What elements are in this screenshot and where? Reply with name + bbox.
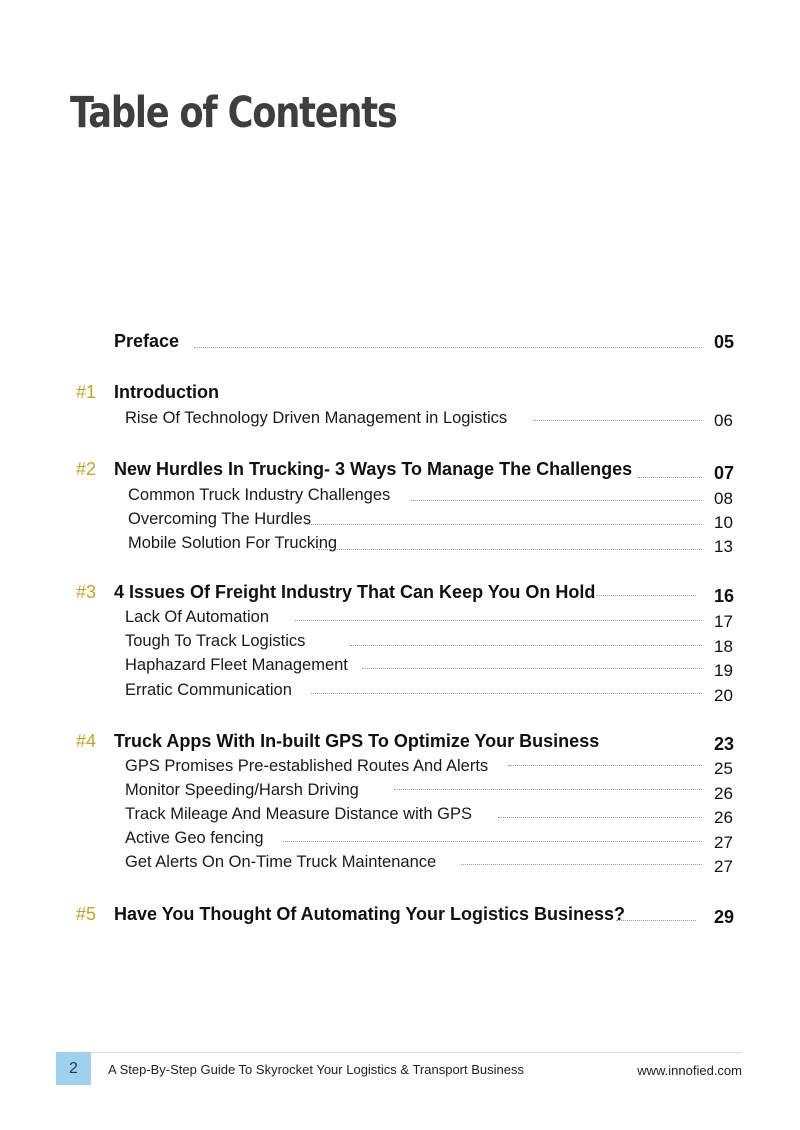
toc-leader-dots <box>311 693 702 694</box>
toc-page-number: 06 <box>714 411 733 430</box>
toc-entry-lack-of-automation[interactable] <box>0 608 800 632</box>
toc-entry-label: Lack Of Automation <box>125 608 269 626</box>
toc-entry-truck-apps[interactable] <box>0 731 800 755</box>
toc-page-number: 20 <box>714 686 733 705</box>
toc-page-number: 23 <box>714 734 735 754</box>
toc-entry-label: Monitor Speeding/Harsh Driving <box>125 781 359 799</box>
toc-entry-label: Erratic Communication <box>125 681 292 699</box>
toc-entry-rise-of-technology[interactable] <box>0 409 800 433</box>
toc-entry-truck-maintenance[interactable] <box>0 853 800 877</box>
toc-page-number: 27 <box>714 857 733 876</box>
toc-entry-label: New Hurdles In Trucking- 3 Ways To Manage The Challenges <box>114 459 633 479</box>
section-number: #5 <box>76 904 97 924</box>
page-title: Table of Contents <box>70 88 397 138</box>
toc-entry-label: Active Geo fencing <box>125 829 264 847</box>
toc-page-number: 10 <box>714 513 733 532</box>
toc-leader-dots <box>283 841 702 842</box>
toc-page-number: 16 <box>714 586 735 606</box>
toc-leader-dots <box>194 347 702 348</box>
section-number: #3 <box>76 582 97 602</box>
toc-entry-introduction[interactable] <box>0 382 800 406</box>
toc-leader-dots <box>461 864 702 865</box>
toc-entry-geo-fencing[interactable] <box>0 829 800 853</box>
toc-entry-label: Have You Thought Of Automating Your Logistics Business? <box>114 904 626 924</box>
toc-entry-tough-to-track[interactable] <box>0 632 800 656</box>
toc-leader-dots <box>533 420 702 421</box>
toc-page-number: 17 <box>714 612 733 631</box>
toc-page-number: 26 <box>714 808 733 827</box>
toc-leader-dots <box>362 668 702 669</box>
toc-leader-dots <box>638 477 702 478</box>
toc-entry-label: Haphazard Fleet Management <box>125 656 348 674</box>
toc-leader-dots <box>295 620 702 621</box>
toc-entry-four-issues[interactable] <box>0 582 800 606</box>
toc-leader-dots <box>411 500 702 501</box>
toc-page-number: 07 <box>714 463 735 483</box>
footer-guide-title: A Step-By-Step Guide To Skyrocket Your Logistics & Transport Business <box>108 1062 524 1077</box>
toc-entry-label: Mobile Solution For Trucking <box>128 534 338 552</box>
toc-entry-common-challenges[interactable] <box>0 486 800 510</box>
toc-entry-label: Common Truck Industry Challenges <box>128 486 391 504</box>
footer-divider <box>56 1052 742 1053</box>
toc-entry-label: Tough To Track Logistics <box>125 632 306 650</box>
toc-entry-label: Track Mileage And Measure Distance with GPS <box>125 805 472 823</box>
toc-entry-automating-logistics[interactable] <box>0 904 800 928</box>
toc-page-number: 13 <box>714 537 733 556</box>
footer-website-link[interactable]: www.innofied.com <box>637 1063 742 1078</box>
toc-page-number: 08 <box>714 489 733 508</box>
toc-entry-preface[interactable] <box>0 331 800 355</box>
toc-entry-label: Overcoming The Hurdles <box>128 510 312 528</box>
toc-leader-dots <box>596 595 696 596</box>
toc-entry-label: Introduction <box>114 382 219 402</box>
toc-entry-label: 4 Issues Of Freight Industry That Can Keep You On Hold <box>114 582 596 602</box>
toc-page-number: 29 <box>714 907 735 927</box>
toc-page-number: 25 <box>714 759 733 778</box>
toc-entry-label: Get Alerts On On-Time Truck Maintenance <box>125 853 437 871</box>
toc-entry-label: GPS Promises Pre-established Routes And Alerts <box>125 757 489 775</box>
toc-page-number: 26 <box>714 784 733 803</box>
toc-leader-dots <box>498 817 702 818</box>
toc-leader-dots <box>394 789 702 790</box>
toc-page-number: 27 <box>714 833 733 852</box>
toc-leader-dots <box>616 920 696 921</box>
toc-entry-track-mileage[interactable] <box>0 805 800 829</box>
toc-entry-label: Preface <box>114 331 180 351</box>
toc-entry-haphazard-fleet[interactable] <box>0 656 800 680</box>
toc-entry-erratic-communication[interactable] <box>0 681 800 705</box>
section-number: #2 <box>76 459 97 479</box>
toc-leader-dots <box>350 645 702 646</box>
toc-entry-label: Rise Of Technology Driven Management in Logistics <box>125 409 508 427</box>
toc-leader-dots <box>508 765 702 766</box>
section-number: #1 <box>76 382 97 402</box>
toc-entry-gps-routes[interactable] <box>0 757 800 781</box>
toc-page-number: 19 <box>714 661 733 680</box>
toc-entry-mobile-solution[interactable] <box>0 534 800 558</box>
section-number: #4 <box>76 731 97 751</box>
toc-entry-label: Truck Apps With In-built GPS To Optimize Your Business <box>114 731 600 751</box>
toc-page-number: 18 <box>714 637 733 656</box>
toc-entry-overcoming-hurdles[interactable] <box>0 510 800 534</box>
toc-page-number: 05 <box>714 332 735 352</box>
toc-entry-new-hurdles[interactable] <box>0 459 800 483</box>
toc-leader-dots <box>318 549 702 550</box>
toc-entry-monitor-speeding[interactable] <box>0 781 800 805</box>
footer-page-number: 2 <box>56 1052 91 1085</box>
toc-leader-dots <box>305 524 702 525</box>
